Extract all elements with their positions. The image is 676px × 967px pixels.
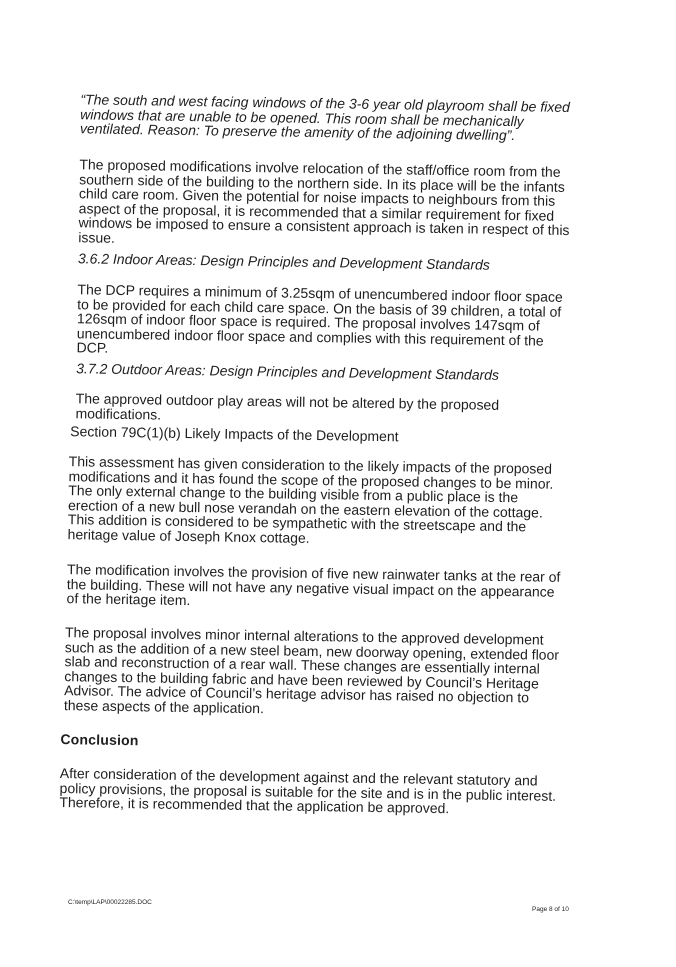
paragraph-conclusion: After consideration of the development against and the relevant statutory and policy provisions, the proposal is suitable for the site and is in the public interest. Therefore, it is recommended that the application be approved.	[59, 765, 557, 817]
heading-likely-impacts: Section 79C(1)(b) Likely Impacts of the Development	[70, 423, 399, 445]
paragraph-outdoor-areas: The approved outdoor play areas will not be altered by the proposed modifications.	[75, 390, 500, 423]
paragraph-modifications: The proposed modifications involve relocation of the staff/office room from the southern side of the building to the northern side. In its place will be the infants child care room. Given the potential for noise impacts to neighbours from this aspect of the proposal, it is recommended that a similar requirement for fixed windows be imposed to ensure a consistent approach is taken in respect of this issue.	[78, 156, 570, 246]
paragraph-indoor-areas: The DCP requires a minimum of 3.25sqm of unencumbered indoor floor space to be provided for each child care space. On the basis of 39 children, a total of 126sqm of indoor floor space is required. The proposal involves 147sqm of unencumbered indoor floor space and complies with this requirement of the DCP.	[76, 281, 563, 356]
paragraph-rainwater: The modification involves the provision of five new rainwater tanks at the rear of the building. These will not have any negative visual impact on the appearance of the heritage item.	[66, 561, 561, 609]
footer-page-number: Page 8 of 10	[532, 906, 569, 913]
heading-outdoor-areas: 3.7.2 Outdoor Areas: Design Principles and Development Standards	[76, 360, 500, 383]
condition-quote: “The south and west facing windows of the 3-6 year old playroom shall be fixed windows that are unable to be opened. This room shall be mechanically ventilated. Reason: To preserve the amenity of the adjoining dwelling”.	[79, 91, 571, 144]
paragraph-internal-alterations: The proposal involves minor internal alterations to the approved development such as the addition of a new steel beam, new doorway opening, extended floor slab and reconstruction of a rear wall. These changes are essentially internal changes to the building fabric and have been reviewed by Council’s Heritage Advisor. The advice of Council’s heritage advisor has raised no objection to these aspects of the application.	[63, 624, 560, 716]
heading-conclusion: Conclusion	[60, 731, 139, 749]
heading-indoor-areas: 3.6.2 Indoor Areas: Design Principles and Development Standards	[77, 250, 490, 273]
paragraph-assessment: This assessment has given consideration to the likely impacts of the proposed modifications and it has found the scope of the proposed changes to be minor. The only external change to the building visible from a public place is the erection of a new bull nose verandah on the eastern elevation of the cottage. This addition is considered to be sympathetic with the streetscape and the heritage value of Joseph Knox cottage.	[67, 453, 554, 546]
footer-file-path: C:\temp\LAP\00022285.DOC	[68, 899, 152, 906]
